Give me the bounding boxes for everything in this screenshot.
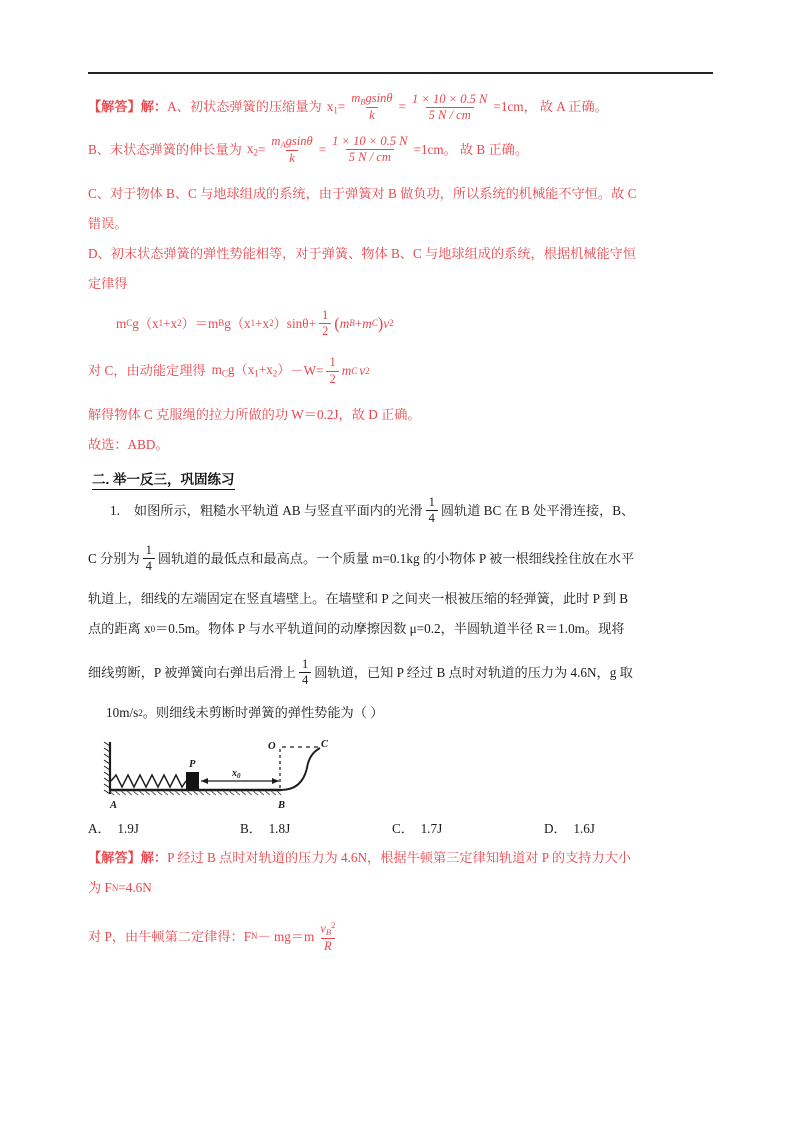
fn-value: =4.6N bbox=[118, 879, 152, 895]
paren-close: ) bbox=[377, 313, 384, 333]
answer-options-row bbox=[88, 818, 716, 837]
answer-item-a-prefix: A、初状态弹簧的压缩量为 bbox=[167, 99, 322, 115]
question-1-text-a: 如图所示，粗糙水平轨道 AB 与竖直平面内的光滑 bbox=[133, 502, 423, 518]
newton-law-lead: 对 P，由牛顿第二定律得：F bbox=[88, 928, 252, 944]
question-1-line5-b: 圆轨道，已知 P 经过 B 点时对轨道的压力为 4.6N，g 取 bbox=[314, 664, 633, 680]
question-1-line6-a: 10m/s bbox=[106, 704, 139, 720]
formula-newton-second-law: 对 P，由牛顿第二定律得：F N － mg＝m $\frac{v_B^2}{R}$ bbox=[88, 921, 716, 953]
label-a: A bbox=[110, 799, 118, 811]
answer-item-b bbox=[88, 135, 716, 166]
answer-block-2-line-2: 为 F N =4.6N bbox=[88, 873, 716, 903]
document-content bbox=[88, 92, 716, 953]
fraction-numeric-1: $\frac{1 \times 10 \times 0.5 N}{5 N / cm}$ bbox=[411, 91, 488, 122]
var-x2: x2 bbox=[246, 141, 258, 158]
question-1-line-4: 点的距离 x 0 ＝0.5m。物体 P 与水平轨道间的动摩擦因数 μ=0.2，半圆轨道半径 R＝1.0m。现将 bbox=[88, 614, 716, 644]
formula-energy-conservation: m C g（x 1 +x 2 ）＝m B g（x 1 +x 2 ）sinθ+ $\frac{1}{2}$ ( m B + m C ) v 2 bbox=[116, 308, 394, 339]
fraction-numeric-2: $\frac{1 \times 10 \times 0.5 N}{5 N / cm}$ bbox=[332, 134, 408, 165]
label-o: O bbox=[268, 740, 276, 752]
question-1-line-6: 10m/s 2 。则细线未剪断时弹簧的弹性势能为（ ） bbox=[88, 698, 716, 728]
question-1-line-1 bbox=[88, 496, 716, 526]
formula-kinetic-energy-theorem: 对 C，由动能定理得 mCg（x1+x2） －W= $\frac{1}{2}$ m C v 2 bbox=[88, 355, 370, 386]
fraction-one-quarter-1: $\frac{1}{4}$ bbox=[426, 496, 438, 525]
answer-conclusion: 解得物体 C 克服绳的拉力所做的功 W＝0.2J，故 D 正确。 bbox=[88, 406, 421, 422]
answer-item-d-line2: 定律得 bbox=[88, 276, 128, 291]
option-a[interactable]: A． 1.9J bbox=[88, 820, 139, 836]
answer-item-b-suffix: 故 B 正确。 bbox=[459, 141, 529, 157]
header-divider-rule bbox=[88, 72, 713, 74]
fraction-one-quarter-2: $\frac{1}{4}$ bbox=[143, 544, 155, 573]
option-c[interactable]: C． 1.7J bbox=[392, 820, 443, 836]
x0-arrow-head-right bbox=[272, 778, 279, 784]
fn-label-prefix: 为 F bbox=[88, 879, 112, 895]
equals-3: = bbox=[257, 141, 266, 157]
question-1-line5-a: 细线剪断，P 被弹簧向右弹出后滑上 bbox=[88, 664, 296, 680]
question-1-text-b: 圆轨道 BC 在 B 处平滑连接，B、 bbox=[440, 502, 635, 518]
answer-tag-2: 【解答】解： bbox=[88, 849, 168, 865]
fraction-mbg-over-k: $\frac{m_Bgsin\theta}{k}$ bbox=[351, 91, 393, 123]
question-number: 1. bbox=[110, 502, 120, 518]
label-x0: $x_0$ bbox=[232, 767, 241, 780]
equals-4: = bbox=[318, 141, 327, 157]
answer-item-d-line1: D、初末状态弹簧的弹性势能相等，对于弹簧、物体 B、C 与地球组成的系统，根据机械能守恒 bbox=[88, 246, 637, 261]
quarter-circle-arc-bc bbox=[281, 748, 320, 790]
question-1-line4-a: 点的距离 x bbox=[88, 620, 151, 636]
equals-2: = bbox=[398, 99, 406, 115]
question-1-line2-a: C 分别为 bbox=[88, 550, 140, 566]
formula-c-lead: 对 C，由动能定理得 bbox=[88, 363, 206, 379]
equals-result-2: =1cm。 bbox=[413, 141, 457, 157]
label-c: C bbox=[321, 738, 329, 750]
x0-arrow-head-left bbox=[201, 778, 208, 784]
ground-hatching bbox=[109, 791, 281, 795]
paren-open: ( bbox=[334, 313, 340, 333]
section-heading-wrap bbox=[88, 468, 716, 490]
equals-result-1: =1cm， bbox=[493, 99, 537, 115]
answer-block-2-text: P 经过 B 点时对轨道的压力为 4.6N，根据牛顿第三定律知轨道对 P 的支持力大小 bbox=[167, 849, 632, 865]
block-p bbox=[186, 772, 199, 790]
label-p: P bbox=[189, 758, 196, 770]
option-b[interactable]: B． 1.8J bbox=[240, 820, 291, 836]
answer-item-a-suffix: 故 A 正确。 bbox=[539, 99, 608, 115]
question-1-line4-b: ＝0.5m。物体 P 与水平轨道间的动摩擦因数 μ=0.2，半圆轨道半径 R＝1.0m。现将 bbox=[155, 620, 625, 636]
answer-final-choice: 故选：ABD。 bbox=[88, 436, 169, 452]
answer-item-c-line1: C、对于物体 B、C 与地球组成的系统，由于弹簧对 B 做负功，所以系统的机械能不守恒。故 C bbox=[88, 186, 637, 201]
answer-item-c-line2: 错误。 bbox=[88, 216, 128, 231]
answer-block-2-line-1 bbox=[88, 843, 716, 873]
question-1-line6-b: 。则细线未剪断时弹簧的弹性势能为（ ） bbox=[142, 704, 384, 720]
spring-zigzag bbox=[111, 775, 186, 787]
section-heading: 二. 举一反三，巩固练习 bbox=[92, 468, 235, 490]
label-b: B bbox=[278, 799, 286, 811]
fraction-one-quarter-3: $\frac{1}{4}$ bbox=[299, 658, 311, 687]
physics-diagram bbox=[88, 732, 716, 814]
answer-item-b-prefix: B、末状态弹簧的伸长量为 bbox=[88, 141, 242, 157]
physics-diagram-svg bbox=[88, 732, 388, 814]
answer-item-a bbox=[88, 92, 716, 123]
answer-tag-1: 【解答】解： bbox=[88, 99, 168, 115]
formula-d-mc: m bbox=[116, 315, 127, 331]
option-d[interactable]: D． 1.6J bbox=[544, 820, 595, 836]
newton-law-mid: － mg＝m bbox=[257, 928, 315, 944]
fraction-vb2-over-r: $\frac{v_B^2}{R}$ bbox=[320, 919, 336, 953]
equals-1: = bbox=[337, 99, 346, 115]
question-1-line-2 bbox=[88, 544, 716, 574]
fraction-mag-over-k: $\frac{m_Agsin\theta}{k}$ bbox=[271, 133, 313, 165]
fraction-one-half-2: $\frac{1}{2}$ bbox=[326, 356, 338, 385]
var-x1: x1 bbox=[326, 98, 338, 116]
question-1-line-3: 轨道上，细线的左端固定在竖直墙壁上。在墙壁和 P 之间夹一根被压缩的轻弹簧，此时 P 到 B bbox=[88, 590, 629, 606]
question-1-line-5 bbox=[88, 658, 716, 688]
question-1-line2-b: 圆轨道的最低点和最高点。一个质量 m=0.1kg 的小物体 P 被一根细线拴住放在水平 bbox=[157, 550, 635, 566]
fraction-one-half-1: $\frac{1}{2}$ bbox=[319, 309, 331, 338]
minus-work: －W= bbox=[290, 363, 324, 379]
